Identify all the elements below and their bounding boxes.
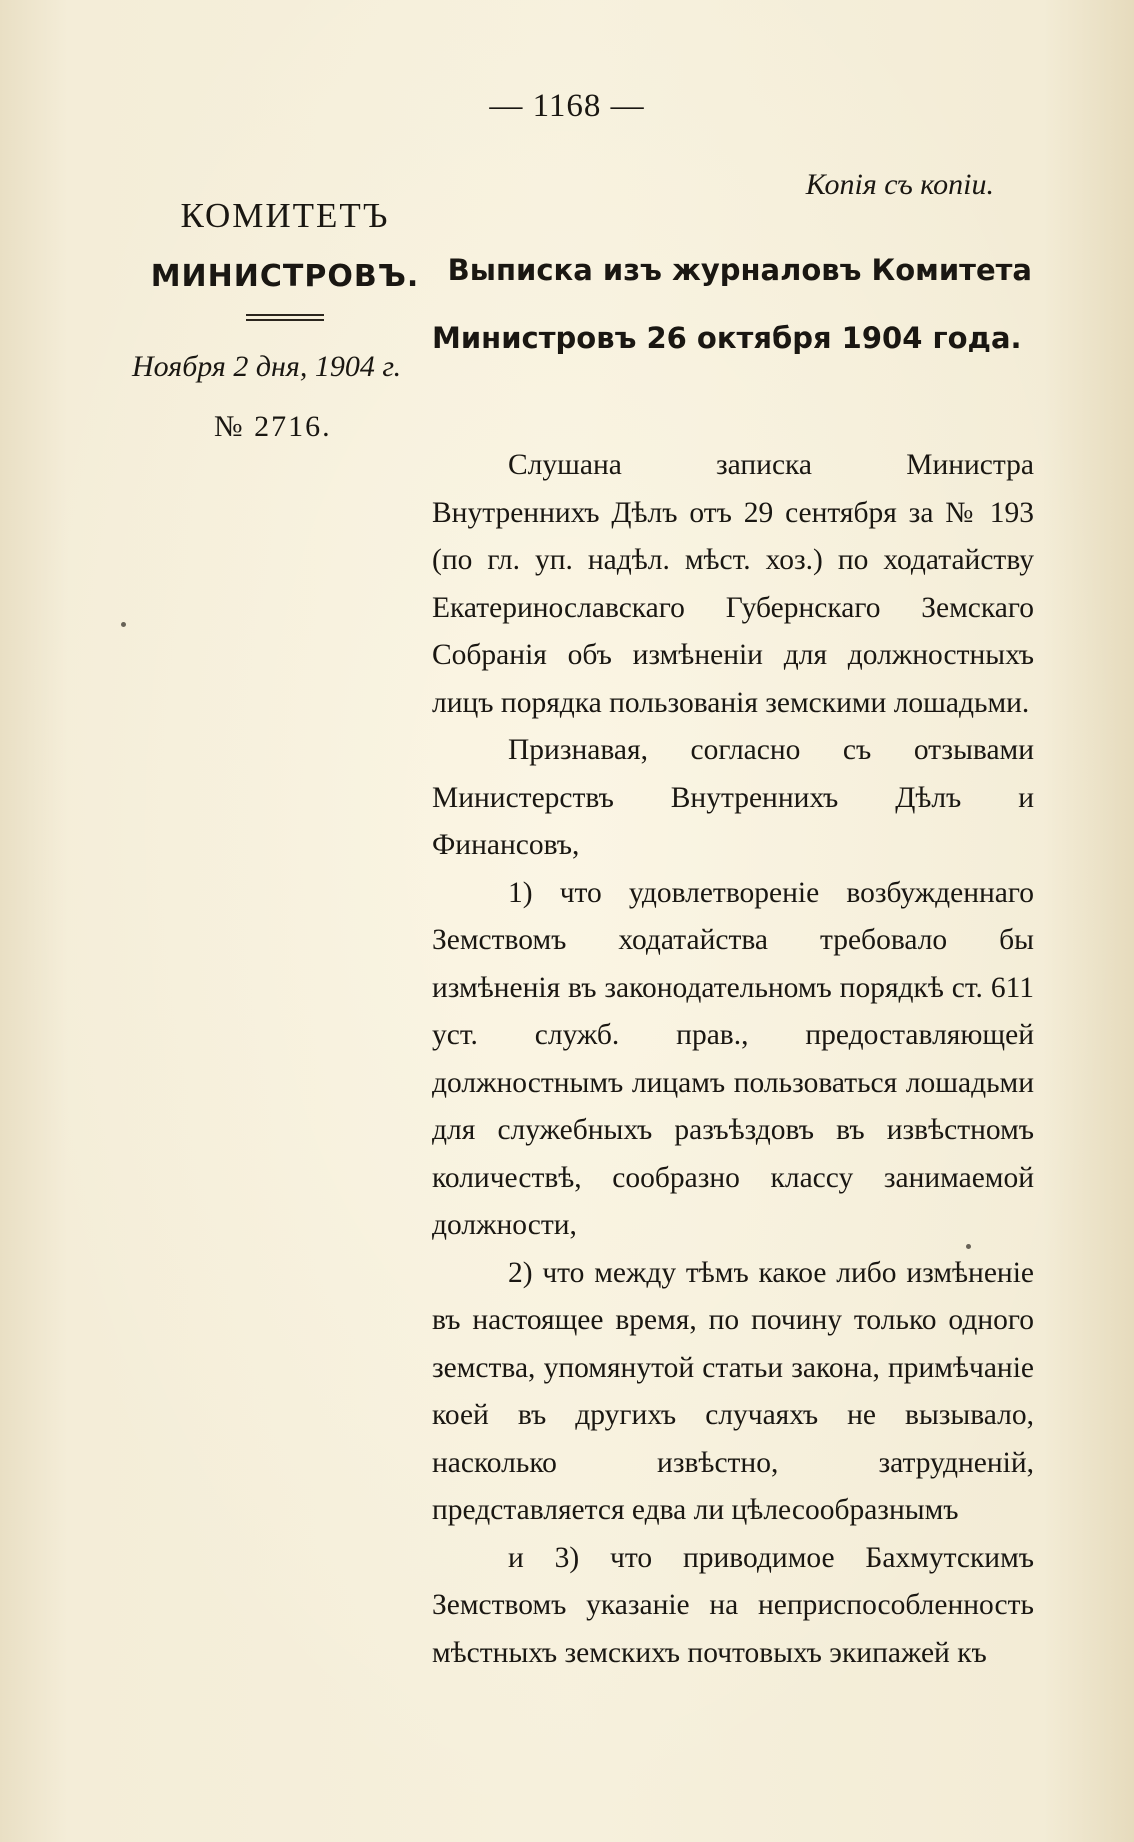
page-number: — 1168 — (489, 88, 645, 124)
paragraph-heard: Слушана записка Министра Внутреннихъ Дѣлъ отъ 29 сентября за № 193 (по гл. уп. надѣл. мѣст. хоз.) по ходатайству Екатеринославскаго Губернскаго Земскаго Собранія объ измѣненіи для должностныхъ лицъ порядка пользованія земскими лошадьми. (432, 449, 1034, 719)
committee-date: Ноября 2 дня, 1904 г. (132, 350, 402, 383)
double-rule-divider (246, 314, 324, 321)
paragraph-point-2: 2) что между тѣмъ какое либо измѣненіе въ настоящее время, по почину только одного земства, упомянутой статьи закона, примѣчаніе коей въ другихъ случаяхъ не вызывало, насколько извѣстно, затрудненій, представляется едва ли цѣлесообразнымъ (432, 1256, 1034, 1526)
paragraph-point-1: 1) что удовлетвореніе возбужденнаго Земствомъ ходатайства требовало бы измѣненія въ законодательномъ порядкѣ ст. 611 уст. служб. прав., предоставляющей должностнымъ лицамъ пользоваться лошадьми для служебныхъ разъѣздовъ въ извѣстномъ количествѣ, сообразно классу занимаемой должности, (432, 876, 1034, 1241)
ink-speck (121, 622, 126, 627)
document-heading (432, 236, 1032, 372)
committee-subtitle: МИНИСТРОВЪ. (150, 259, 420, 294)
committee-title: КОМИТЕТЪ (180, 196, 390, 235)
copy-note: Копія съ копіи. (805, 168, 994, 201)
heading-line-2: Министровъ 26 октября 1904 года. (432, 321, 1022, 355)
ink-speck (966, 1244, 971, 1249)
paragraph-recognizing: Признавая, согласно съ отзывами Министерствъ Внутреннихъ Дѣлъ и Финансовъ, (432, 734, 1034, 861)
document-body (432, 442, 1034, 1677)
heading-line-1: Выписка изъ журналовъ Комитета (447, 253, 1032, 287)
document-number: № 2716. (214, 410, 332, 443)
committee-block (135, 196, 435, 321)
paragraph-point-3: и 3) что приводимое Бахмутскимъ Земствомъ указаніе на неприспособленность мѣстныхъ земскихъ почтовыхъ экипажей къ (432, 1541, 1034, 1669)
